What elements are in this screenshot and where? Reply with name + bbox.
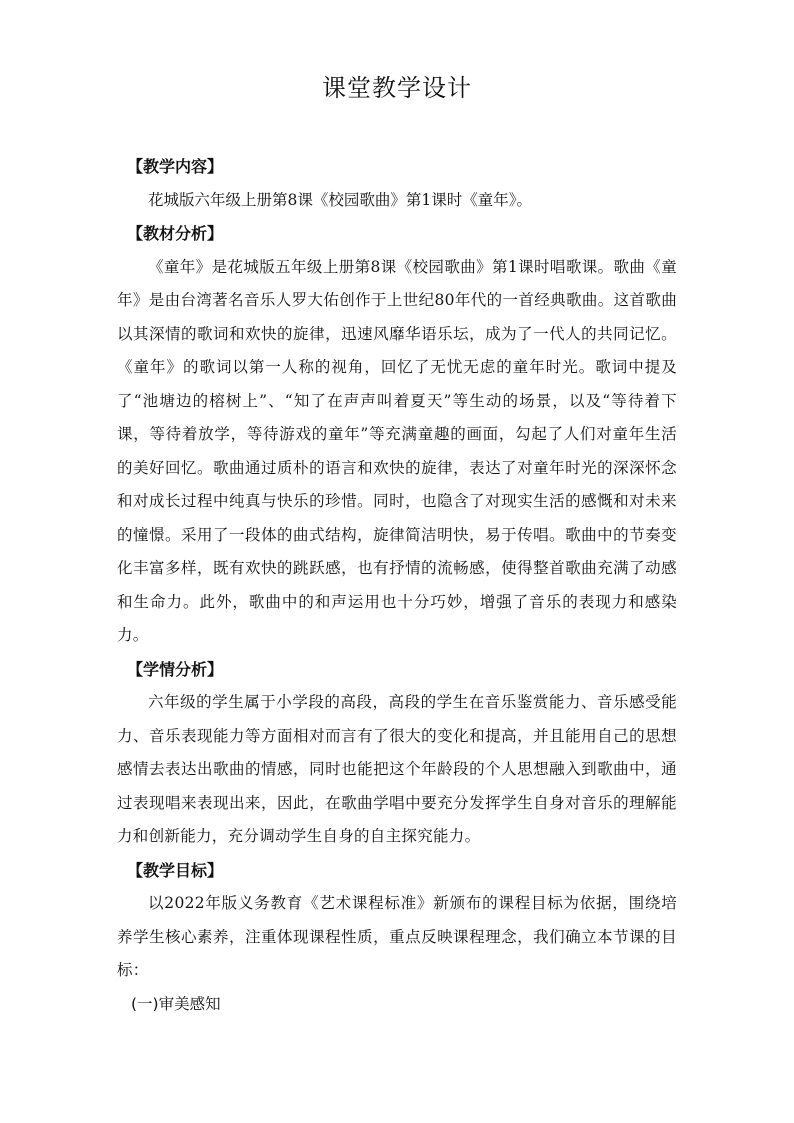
- section-text-teaching-goals: 以2022年版义务教育《艺术课程标准》新颁布的课程目标为依据，围绕培养学生核心素养，注重体现课程性质，重点反映课程理念，我们确立本节课的目标：: [117, 894, 677, 979]
- section-heading-material-analysis: 【教材分析】: [127, 224, 224, 243]
- section-text-material-analysis: 《童年》是花城版五年级上册第8课《校园歌曲》第1课时唱歌课。歌曲《童年》是由台湾著名音乐人罗大佑创作于上世纪80年代的一首经典歌曲。这首歌曲以其深情的歌词和欢快的旋律，迅速风靡华语乐坛，成为了一代人的共同记忆。《童年》的歌词以第一人称的视角，回忆了无忧无虑的童年时光。歌词中提及了“池塘边的榕树上”、“知了在声声叫着夏天”等生动的场景，以及“等待着下课，等待着放学，等待游戏的童年”等充满童趣的画面，勾起了人们对童年生活的美好回忆。歌曲通过质朴的语言和欢快的旋律，表达了对童年时光的深深怀念和对成长过程中纯真与快乐的珍惜。同时，也隐含了对现实生活的感慨和对未来的憧憬。采用了一段体的曲式结构，旋律简洁明快，易于传唱。歌曲中的节奏变化丰富多样，既有欢快的跳跃感，也有抒情的流畅感，使得整首歌曲充满了动感和生命力。此外，歌曲中的和声运用也十分巧妙，增强了音乐的表现力和感染力。: [117, 257, 677, 644]
- section-heading-teaching-content: 【教学内容】: [127, 157, 224, 176]
- section-text-student-analysis: 六年级的学生属于小学段的高段，高段的学生在音乐鉴赏能力、音乐感受能力、音乐表现能力等方面相对而言有了很大的变化和提高，并且能用自己的思想感情去表达出歌曲的情感，同时也能把这个年龄段的个人思想融入到歌曲中，通过表现唱来表现出来，因此，在歌曲学唱中要充分发挥学生自身对音乐的理解能力和创新能力，充分调动学生自身的自主探究能力。: [117, 693, 677, 845]
- document-body: [117, 150, 677, 1021]
- subheading-aesthetic-perception: (一)审美感知: [131, 994, 221, 1013]
- document-title: 课堂教学设计: [322, 74, 472, 102]
- section-heading-student-analysis: 【学情分析】: [127, 659, 224, 679]
- section-text-teaching-content: 花城版六年级上册第8课《校园歌曲》第1课时《童年》。: [148, 190, 532, 209]
- section-heading-teaching-goals: 【教学目标】: [127, 860, 224, 880]
